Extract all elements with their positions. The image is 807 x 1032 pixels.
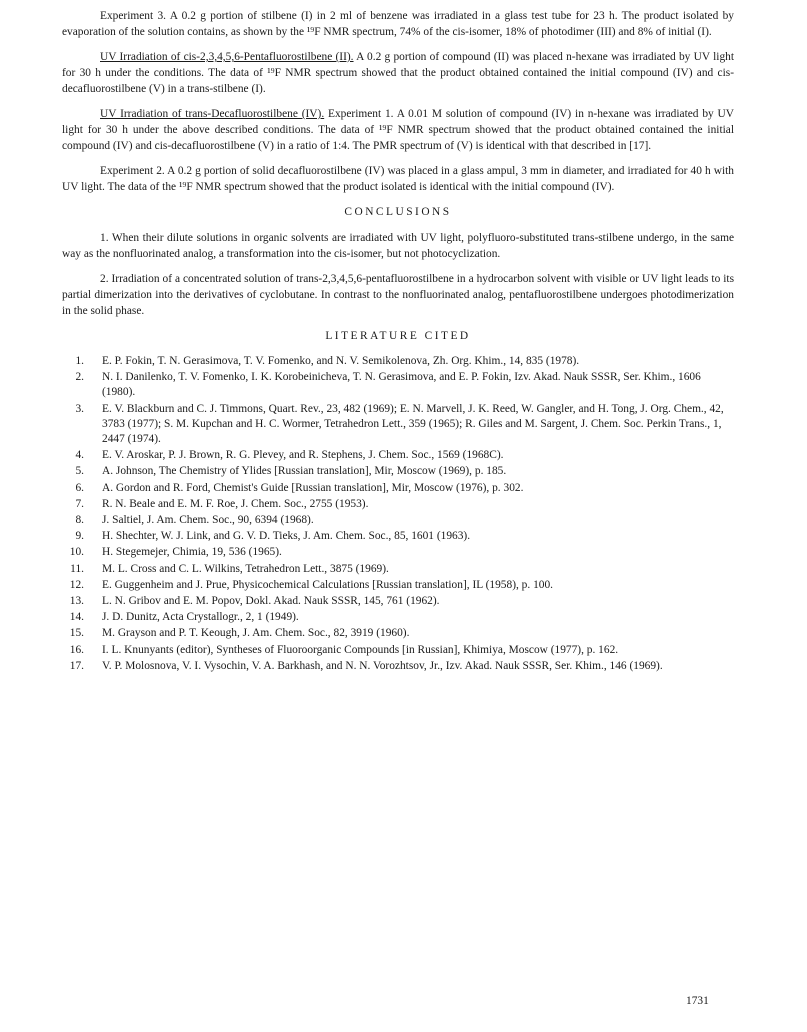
reference-item: 13. L. N. Gribov and E. M. Popov, Dokl. Akad. Nauk SSSR, 145, 761 (1962). [69, 595, 440, 608]
conclusion-1: 1. When their dilute solutions in organic solvents are irradiated with UV light, polyfluoro-substituted trans-stilbene undergo, in the same way as the nonfluorinated analog, a transformation into the cis-isomer, but not photocyclization. [62, 232, 734, 260]
experiment-3-paragraph: Experiment 3. A 0.2 g portion of stilbene (I) in 2 ml of benzene was irradiated in a glass test tube for 23 h. The product isolated by evaporation of the solution contains, as shown by the ¹⁹F NMR spectrum, 74% of the cis-isomer, 18% of photodimer (III) and 8% of initial (I). [62, 10, 734, 38]
page-content [62, 8, 734, 675]
reference-item: 11. M. L. Cross and C. L. Wilkins, Tetrahedron Lett., 3875 (1969). [70, 562, 389, 575]
trans-irradiation-title: UV Irradiation of trans-Decafluorostilbene (IV). [100, 108, 325, 120]
literature-cited-heading: LITERATURE CITED [325, 330, 471, 342]
cis-irradiation-paragraph: UV Irradiation of cis-2,3,4,5,6-Pentafluorostilbene (II). A 0.2 g portion of compound (II) was placed n-hexane was irradiated by UV light for 30 h under the conditions. The data of ¹⁹F NMR spectrum showed that the product obtained contained the initial compound (IV) and cis-decafluorostilbene (V) in a trans-stilbene (I). [62, 51, 734, 95]
reference-item: 15. M. Grayson and P. T. Keough, J. Am. Chem. Soc., 82, 3919 (1960). [69, 627, 410, 640]
reference-item: 1. E. P. Fokin, T. N. Gerasimova, T. V. Fomenko, and N. V. Semikolenova, Zh. Org. Khim., 14, 835 (1978). [75, 355, 580, 367]
reference-item: 10. H. Stegemejer, Chimia, 19, 536 (1965). [69, 546, 282, 559]
reference-item: 5. A. Johnson, The Chemistry of Ylides [Russian translation], Mir, Moscow (1969), p. 185. [75, 465, 507, 478]
trans-irradiation-paragraph: UV Irradiation of trans-Decafluorostilbene (IV). Experiment 1. A 0.01 M solution of compound (IV) in n-hexane was irradiated by UV light for 30 h under the above described conditions. The data of ¹⁹F NMR spectrum showed that the product obtained contained the initial compound (IV) and cis-decafluorostilbene (V) in a ratio of 1:4. The PMR spectrum of (V) is identical with that described in [17]. [62, 108, 734, 152]
reference-item: 14. J. D. Dunitz, Acta Crystallogr., 2, 1 (1949). [69, 611, 299, 624]
conclusions-heading: CONCLUSIONS [344, 206, 452, 218]
reference-item: 8. J. Saltiel, J. Am. Chem. Soc., 90, 6394 (1968). [75, 514, 314, 527]
reference-item: 4. E. V. Aroskar, P. J. Brown, R. G. Plevey, and R. Stephens, J. Chem. Soc., 1569 (1968C). [75, 449, 504, 462]
experiment-2-paragraph: Experiment 2. A 0.2 g portion of solid decafluorostilbene (IV) was placed in a glass ampul, 3 mm in diameter, and irradiated for 40 h with UV light. The data of the ¹⁹F NMR spectrum showed that the product isolated is identical with the initial compound (IV). [62, 165, 734, 193]
reference-item: 12. E. Guggenheim and J. Prue, Physicochemical Calculations [Russian translation], IL (1958), p. 100. [69, 578, 554, 591]
reference-item: 2. N. I. Danilenko, T. V. Fomenko, I. K. Korobeinicheva, T. N. Gerasimova, and E. P. Fokin, Izv. Akad. Nauk SSSR, Ser. Khim., 1606 (1980). [75, 371, 701, 399]
conclusion-2: 2. Irradiation of a concentrated solution of trans-2,3,4,5,6-pentafluorostilbene in a hydrocarbon solvent with visible or UV light leads to its partial dimerization into the derivatives of cyclobutane. In contrast to the nonfluorinated analog, pentafluorostilbene undergoes photodimerization in the solid phase. [62, 273, 734, 317]
reference-item: 9. H. Shechter, W. J. Link, and G. V. D. Tieks, J. Am. Chem. Soc., 85, 1601 (1963). [75, 530, 471, 543]
page-number: 1731 [686, 995, 709, 1007]
reference-item: 7. R. N. Beale and E. M. F. Roe, J. Chem. Soc., 2755 (1953). [75, 497, 369, 510]
reference-item: 3. E. V. Blackburn and C. J. Timmons, Quart. Rev., 23, 482 (1969); E. N. Marvell, J. K. Reed, W. Gangler, and H. Tong, J. Org. Chem., 42, 3783 (1977); S. M. Kupchan and H. C. Wormer, Tetrahedron Lett., 359 (1965); R. Giles and M. Sargent, J. Chem. Soc. Perkin Trans., 1, 2447 (1974). [75, 402, 724, 446]
reference-item: 16. I. L. Knunyants (editor), Syntheses of Fluoroorganic Compounds [in Russian], Khimiya, Moscow (1977), p. 162. [69, 643, 619, 656]
reference-item: 6. A. Gordon and R. Ford, Chemist's Guide [Russian translation], Mir, Moscow (1976), p. 302. [75, 481, 524, 494]
reference-item: 17. V. P. Molosnova, V. I. Vysochin, V. A. Barkhash, and N. N. Vorozhtsov, Jr., Izv. Akad. Nauk SSSR, Ser. Khim., 146 (1969). [69, 659, 663, 672]
reference-list [62, 354, 734, 674]
cis-irradiation-title: UV Irradiation of cis-2,3,4,5,6-Pentafluorostilbene (II). [100, 51, 354, 63]
